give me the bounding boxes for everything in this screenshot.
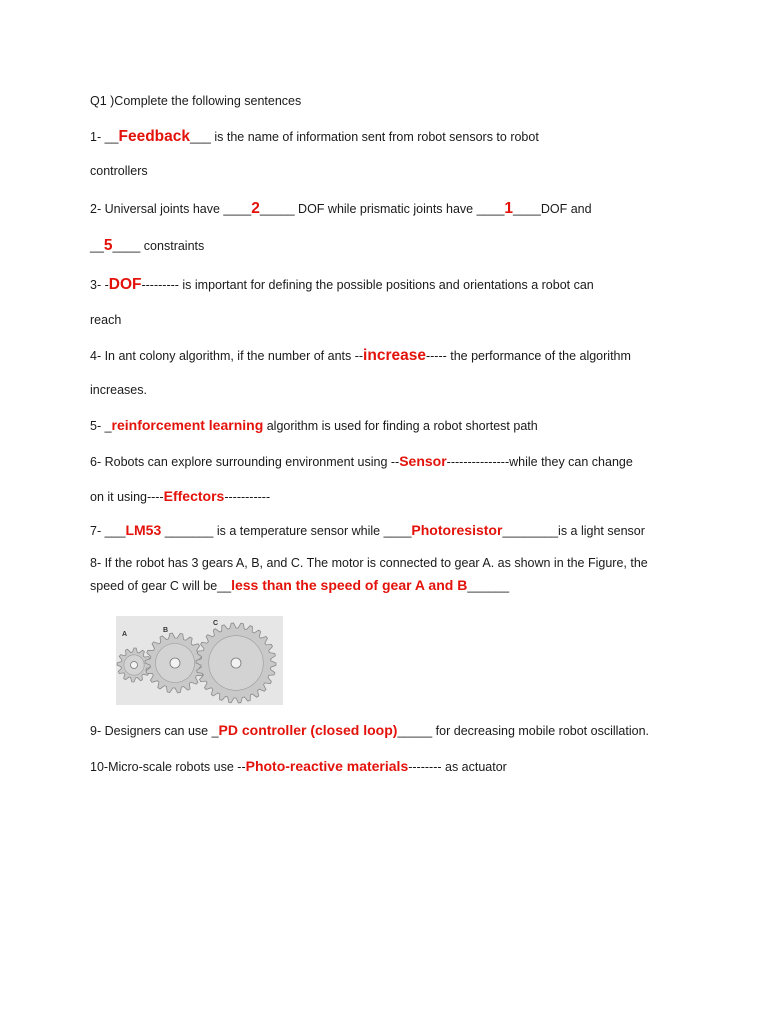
q7-prefix: 7- ___ (90, 524, 126, 538)
q9-answer: PD controller (closed loop) (218, 722, 398, 738)
q3-answer: DOF (108, 276, 142, 293)
q5-suffix: algorithm is used for finding a robot shortest path (263, 419, 538, 433)
question-5 (90, 416, 538, 435)
question-4 (90, 347, 631, 365)
q2-cont-prefix: __ (90, 239, 104, 253)
q2-prefix: 2- Universal joints have ____ (90, 202, 252, 216)
q6-answer-1: Sensor (399, 453, 447, 469)
q5-prefix: 5- _ (90, 419, 112, 433)
gear-c-shape (196, 623, 276, 703)
q6-suffix: ---------------while they can change (446, 455, 633, 469)
question-8-cont (90, 576, 509, 595)
question-4-cont: increases. (90, 383, 147, 397)
question-6 (90, 452, 633, 471)
q7-mid: _______ is a temperature sensor while ____ (161, 524, 412, 538)
question-3-cont: reach (90, 313, 122, 327)
gear-figure (116, 616, 283, 705)
q3-suffix: --------- is important for defining the possible positions and orientations a robot can (141, 278, 594, 292)
q9-prefix: 9- Designers can use _ (90, 724, 219, 738)
q2-suffix: ____DOF and (513, 202, 592, 216)
q4-suffix: ----- the performance of the algorithm (425, 349, 631, 363)
q1-prefix: 1- __ (90, 130, 119, 144)
q2-answer-3: 5 (103, 237, 113, 254)
gear-label-b: B (163, 627, 169, 634)
question-7 (90, 521, 645, 540)
q10-suffix: -------- as actuator (408, 760, 507, 774)
q8-answer: less than the speed of gear A and B (231, 577, 468, 593)
gear-a-shape (117, 648, 151, 682)
q2-answer-2: 1 (504, 200, 514, 217)
q1-suffix: ___ is the name of information sent from robot sensors to robot (190, 130, 539, 144)
q7-answer-2: Photoresistor (411, 522, 503, 538)
gear-train-illustration (116, 616, 283, 705)
q6-cont-prefix: on it using---- (90, 490, 164, 504)
q6-answer-2: Effectors (163, 488, 225, 504)
question-8: 8- If the robot has 3 gears A, B, and C. The motor is connected to gear A. as shown in the Figure, the (90, 556, 648, 570)
q6-cont-suffix: ----------- (224, 490, 271, 504)
question-6-cont (90, 487, 270, 506)
q2-answer-1: 2 (251, 200, 260, 217)
q7-suffix: ________is a light sensor (502, 524, 645, 538)
q10-answer: Photo-reactive materials (245, 758, 409, 774)
question-1-cont: controllers (90, 164, 148, 178)
question-9 (90, 721, 649, 740)
q2-mid: _____ DOF while prismatic joints have ____ (259, 202, 505, 216)
q2-cont-suffix: ____ constraints (112, 239, 205, 253)
question-1 (90, 128, 539, 146)
question-3 (90, 276, 594, 294)
q1-answer: Feedback (118, 128, 191, 145)
question-10 (90, 757, 507, 776)
q8-prefix: speed of gear C will be__ (90, 579, 232, 593)
q10-prefix: 10-Micro-scale robots use -- (90, 760, 246, 774)
q4-answer: increase (363, 347, 426, 364)
q7-answer-1: LM53 (125, 522, 162, 538)
question-2 (90, 200, 592, 218)
question-2-cont (90, 237, 204, 255)
q8-suffix: ______ (467, 579, 510, 593)
q4-prefix: 4- In ant colony algorithm, if the number of ants -- (90, 349, 364, 363)
q9-suffix: _____ for decreasing mobile robot oscillation. (397, 724, 649, 738)
q5-answer: reinforcement learning (111, 417, 264, 433)
gear-label-a: A (122, 631, 128, 638)
question-heading: Q1 )Complete the following sentences (90, 94, 302, 108)
gear-label-c: C (213, 620, 219, 627)
q3-prefix: 3- - (90, 278, 109, 292)
q6-prefix: 6- Robots can explore surrounding environment using -- (90, 455, 400, 469)
